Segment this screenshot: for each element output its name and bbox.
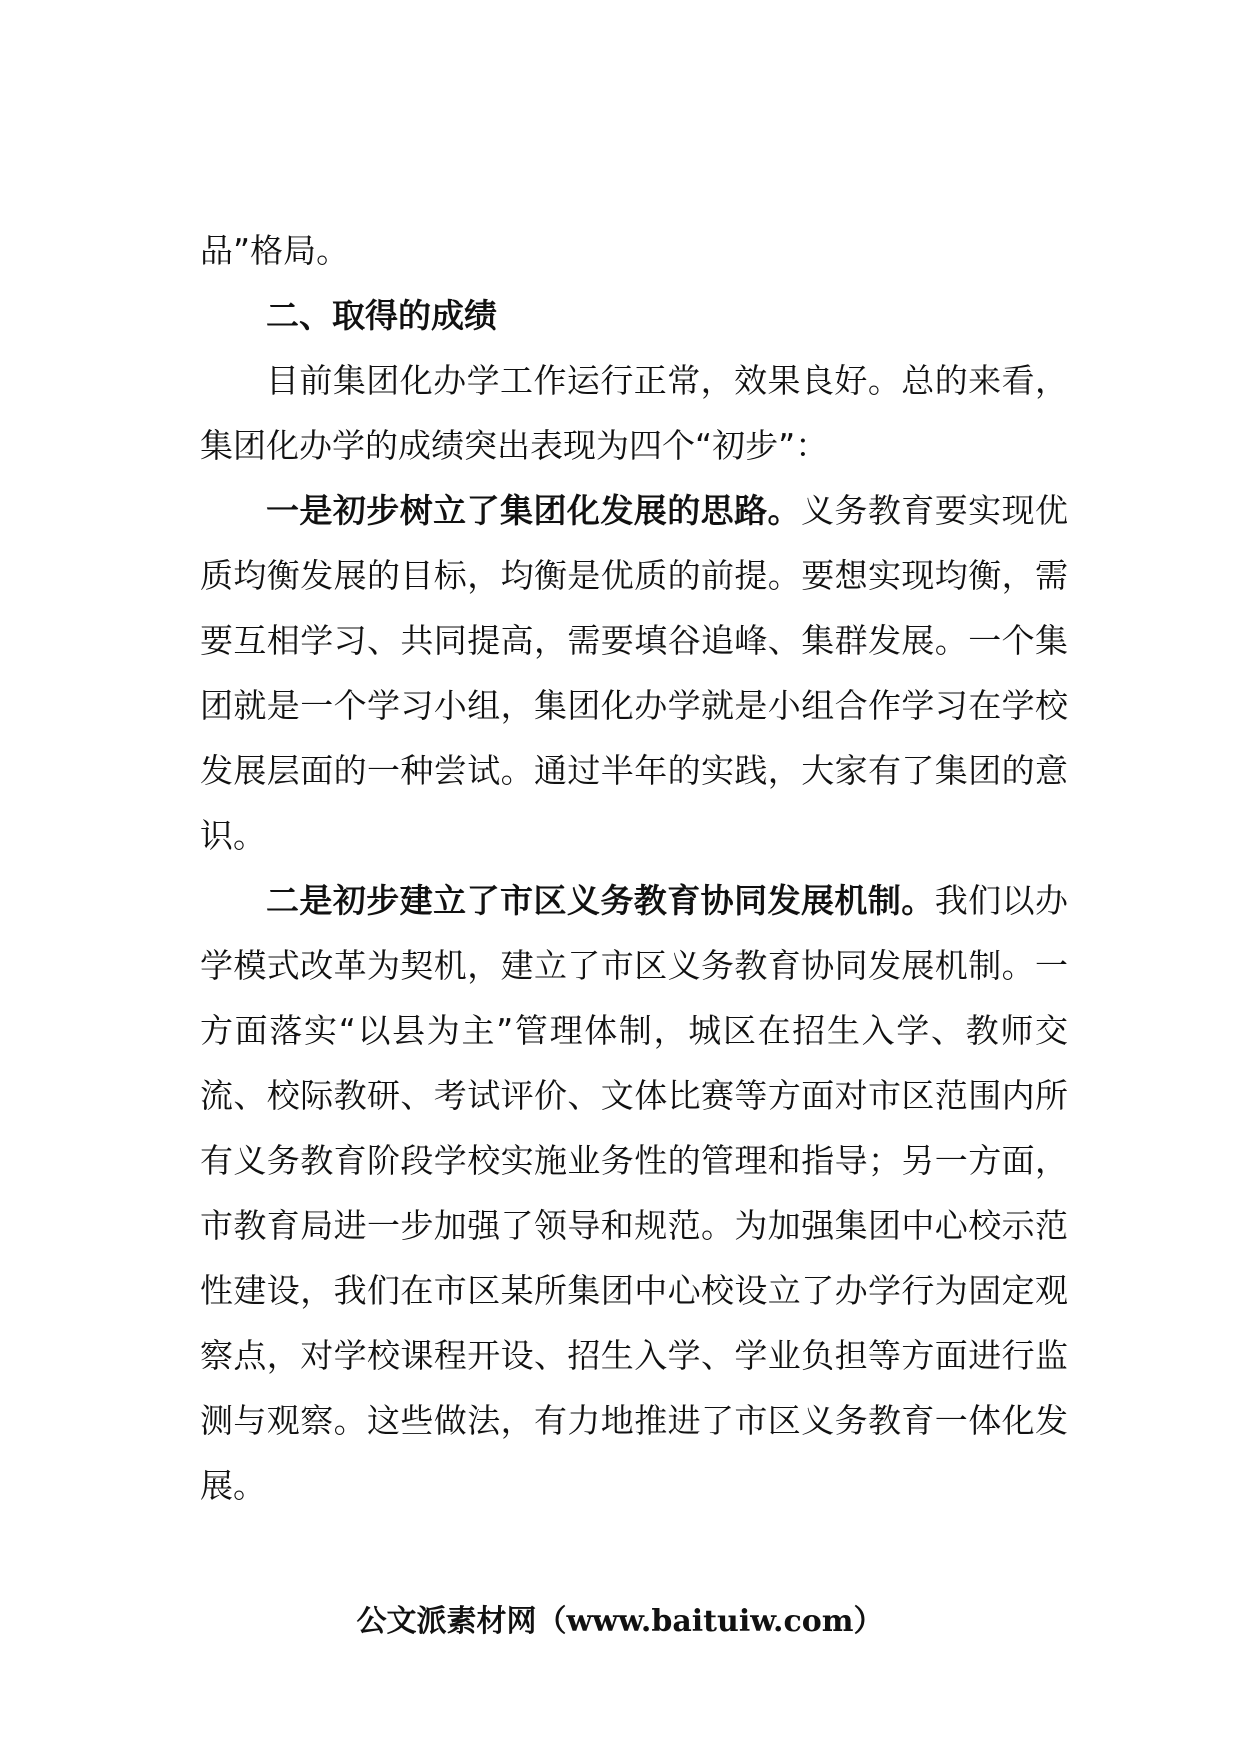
point-two-paragraph bbox=[200, 868, 1068, 1518]
point-one-paragraph bbox=[200, 478, 1068, 868]
document-body bbox=[200, 218, 1068, 1518]
source-footer: 公文派素材网（www.baituiw.com） bbox=[356, 1604, 884, 1639]
point-one-lead: 一是初步树立了集团化发展的思路。 bbox=[266, 491, 801, 530]
point-two-lead: 二是初步建立了市区义务教育协同发展机制。 bbox=[266, 881, 935, 920]
continuation-paragraph: 品”格局。 bbox=[200, 231, 350, 270]
point-two-text: 我们以办学模式改革为契机，建立了市区义务教育协同发展机制。一方面落实“以县为主”管理体制，城区在招生入学、教师交流、校际教研、考试评价、文体比赛等方面对市区范围内所有义务教育阶段学校实施业务性的管理和指导；另一方面，市教育局进一步加强了领导和规范。为加强集团中心校示范性建设，我们在市区某所集团中心校设立了办学行为固定观察点，对学校课程开设、招生入学、学业负担等方面进行监测与观察。这些做法，有力地推进了市区义务教育一体化发展。 bbox=[200, 881, 1069, 1505]
point-one-text: 义务教育要实现优质均衡发展的目标，均衡是优质的前提。要想实现均衡，需要互相学习、共同提高，需要填谷追峰、集群发展。一个集团就是一个学习小组，集团化办学就是小组合作学习在学校发展层面的一种尝试。通过半年的实践，大家有了集团的意识。 bbox=[200, 491, 1069, 855]
section-heading: 二、取得的成绩 bbox=[266, 296, 497, 335]
intro-paragraph: 目前集团化办学工作运行正常，效果良好。总的来看，集团化办学的成绩突出表现为四个“初步”： bbox=[200, 361, 1068, 465]
